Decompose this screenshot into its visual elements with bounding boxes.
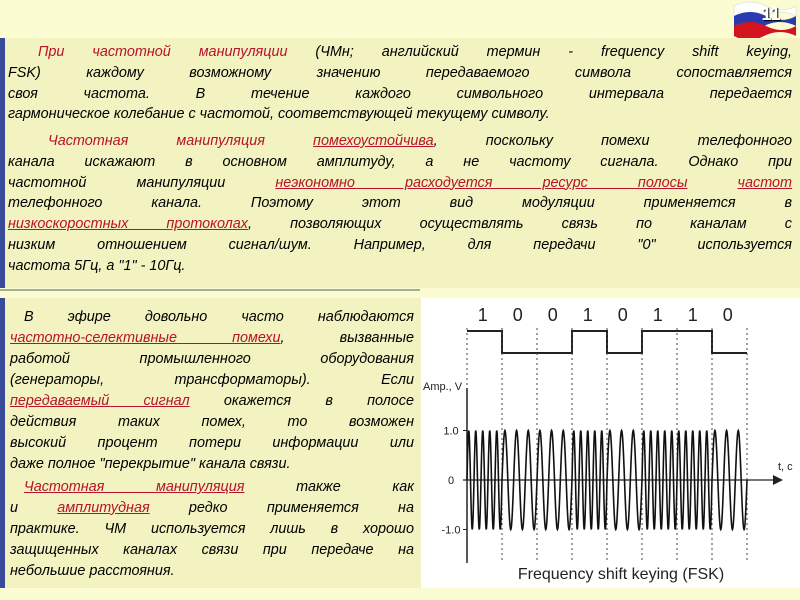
bit-label: 1 bbox=[477, 305, 488, 325]
y-tick-label: 1.0 bbox=[443, 425, 459, 438]
text-span: , вызванные bbox=[280, 330, 414, 346]
text-line: (генераторы, трансформаторы). Если bbox=[10, 372, 414, 388]
fsk-chart bbox=[421, 298, 800, 588]
text-line: частота 5Гц, а "1" - 10Гц. bbox=[8, 257, 186, 274]
text-line: даже полное "перекрытие" канала связи. bbox=[10, 456, 291, 472]
y-tick-label: -1.0 bbox=[441, 524, 461, 537]
text-line: низким отношением сигнал/шум. Например, для передачи "0" используется bbox=[8, 236, 792, 253]
text-line bbox=[8, 173, 792, 194]
fsk-noise-panel bbox=[0, 128, 800, 288]
text-span: и bbox=[10, 500, 58, 516]
fsk-noise-text bbox=[8, 131, 792, 277]
bit-label: 1 bbox=[687, 305, 698, 325]
highlight-term: низкоскоростных протоколах bbox=[8, 216, 248, 233]
text-line: небольшие расстояния. bbox=[10, 563, 175, 579]
section-divider bbox=[0, 289, 420, 291]
text-span: , поскольку помехи телефонного bbox=[433, 133, 793, 149]
text-span bbox=[687, 175, 737, 191]
page-number: 11 bbox=[761, 4, 781, 24]
text-line: своя частота. В течение каждого символьного интервала передается bbox=[8, 85, 792, 102]
text-line: В эфире довольно часто наблюдаются bbox=[24, 309, 414, 325]
highlight-term: При частотной манипуляции bbox=[38, 44, 288, 60]
text-span: также как bbox=[244, 479, 414, 495]
highlight-term: неэкономно расходуется ресурс полосы bbox=[275, 174, 688, 191]
bit-label: 0 bbox=[617, 305, 628, 325]
text-line: высокий процент потери информации или bbox=[10, 435, 414, 451]
text-line: защищенных каналах связи при передаче на bbox=[10, 542, 414, 558]
highlight-term: амплитудная bbox=[57, 500, 150, 516]
text-line bbox=[8, 42, 792, 63]
bit-label: 1 bbox=[652, 305, 663, 325]
text-line bbox=[10, 477, 414, 498]
text-line bbox=[10, 498, 414, 519]
panel-accent-bar bbox=[0, 128, 5, 288]
text-line: телефонного канала. Поэтому этот вид модуляции применяется в bbox=[8, 195, 792, 212]
highlight-term: передаваемый сигнал bbox=[10, 393, 190, 409]
text-line: FSK) каждому возможному значению передаваемого символа сопоставляется bbox=[8, 64, 792, 81]
text-line bbox=[10, 328, 414, 349]
text-line: практике. ЧМ используется лишь в хорошо bbox=[10, 521, 414, 537]
text-span: (ЧМн; английский термин - frequency shift keying, bbox=[287, 44, 792, 60]
text-span: окажется в полосе bbox=[189, 393, 414, 409]
highlight-term: помехоустойчива bbox=[313, 133, 434, 149]
text-line bbox=[8, 131, 792, 152]
x-axis-arrow bbox=[773, 475, 783, 485]
text-span bbox=[265, 133, 313, 149]
text-line: работой промышленного оборудования bbox=[10, 351, 414, 367]
text-span: редко применяется на bbox=[149, 500, 414, 516]
fsk-interference-panel bbox=[0, 298, 421, 588]
y-tick-label: 0 bbox=[447, 475, 455, 487]
chart-title: Frequency shift keying (FSK) bbox=[517, 566, 725, 583]
y-axis-label: Amp., V bbox=[423, 381, 463, 393]
panel-accent-bar bbox=[0, 38, 5, 130]
text-line: гармоническое колебание с частотой, соответствующей текущему символу. bbox=[8, 106, 550, 123]
fsk-definition-panel bbox=[0, 38, 800, 130]
text-line bbox=[8, 214, 792, 235]
bit-label: 0 bbox=[547, 305, 558, 325]
highlight-term: Частотная манипуляция bbox=[48, 133, 265, 149]
fsk-definition-text bbox=[8, 42, 792, 125]
highlight-term: частотно-селективные помехи bbox=[10, 330, 281, 346]
x-axis-label: t, c bbox=[778, 461, 793, 473]
bit-label: 0 bbox=[722, 305, 733, 325]
highlight-term: частот bbox=[737, 174, 793, 191]
text-line bbox=[10, 391, 414, 412]
highlight-term: Частотная манипуляция bbox=[24, 479, 245, 495]
text-span: частотной манипуляции bbox=[8, 174, 276, 191]
fsk-chart-svg bbox=[421, 298, 800, 588]
bit-label: 1 bbox=[582, 305, 593, 325]
text-line: действия таких помех, то возможен bbox=[10, 414, 414, 430]
panel-accent-bar bbox=[0, 298, 5, 588]
text-span: , позволяющих осуществлять связь по каналам с bbox=[247, 216, 792, 233]
fsk-interference-text bbox=[10, 307, 414, 582]
bit-label: 0 bbox=[512, 305, 523, 325]
text-line: канала искажают в основном амплитуду, а не частоту сигнала. Однако при bbox=[8, 153, 792, 170]
